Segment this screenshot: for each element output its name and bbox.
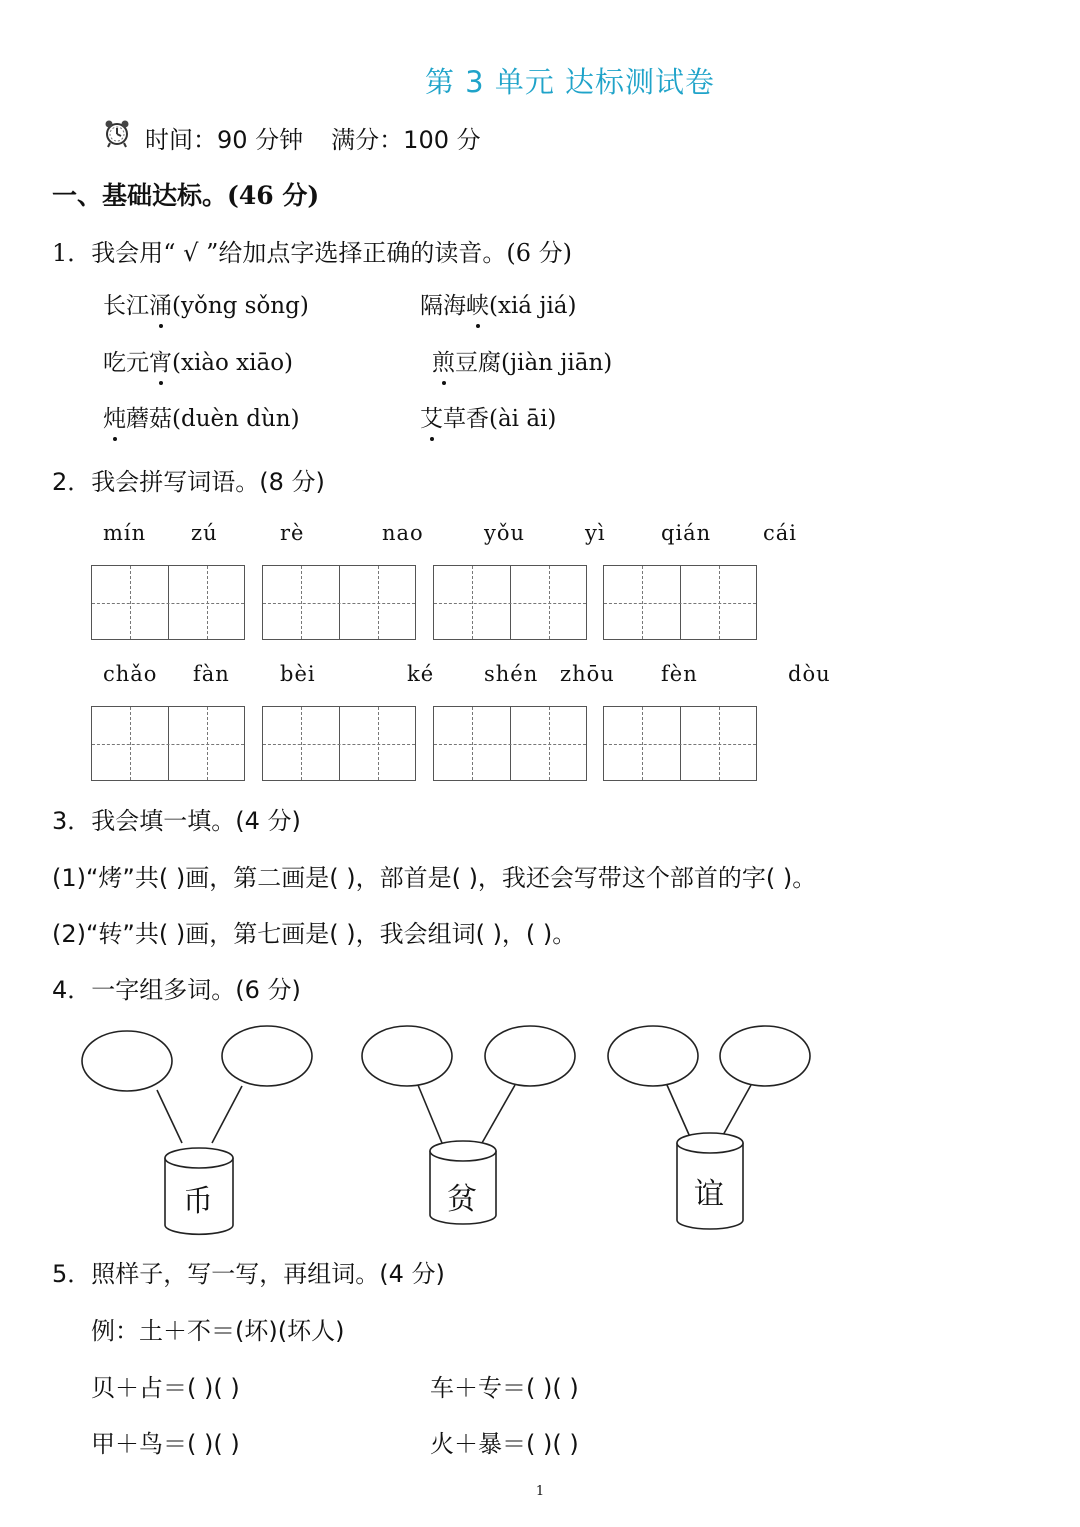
writing-grid[interactable]: [262, 706, 416, 781]
pinyin-label: mín: [103, 521, 147, 545]
word-tree-diagram: [70, 1015, 830, 1245]
q1-item: 长江涌(yǒng sǒng): [103, 293, 309, 319]
q1-item: 炖蘑菇(duèn dùn): [103, 406, 300, 432]
cylinder-top: [677, 1133, 743, 1153]
fill-line: (2)“转”共( )画，第七画是( )，我会组词( )，( )。: [52, 920, 577, 948]
question-4-heading: 4．一字组多词。(6 分): [52, 976, 301, 1004]
pinyin-label: yì: [585, 521, 606, 545]
page-title: 第 3 单元 达标测试卷: [424, 65, 716, 99]
question-1-heading: 1．我会用“ √ ”给加点字选择正确的读音。(6 分): [52, 239, 572, 267]
pinyin-label: rè: [280, 521, 305, 545]
answer-ellipse: [222, 1026, 312, 1086]
writing-grid[interactable]: [603, 706, 757, 781]
question-3-heading: 3．我会填一填。(4 分): [52, 807, 301, 835]
pinyin-label: chǎo: [103, 662, 158, 686]
q1-item: 艾草香(ài āi): [420, 406, 557, 432]
answer-ellipse: [485, 1026, 575, 1086]
pinyin-label: zhōu: [560, 662, 615, 686]
writing-grid[interactable]: [91, 565, 245, 640]
compose-item: 贝＋占＝( )( ): [91, 1374, 240, 1402]
pinyin-label: shén: [484, 662, 539, 686]
answer-ellipse: [608, 1026, 698, 1086]
time-limit: 时间：90 分钟: [145, 126, 304, 154]
q1-item: 煎豆腐(jiàn jiān): [432, 350, 613, 376]
writing-grid[interactable]: [433, 565, 587, 640]
cylinder-top: [165, 1148, 233, 1168]
exam-meta: [145, 120, 481, 155]
writing-grid[interactable]: [433, 706, 587, 781]
fill-line: (1)“烤”共( )画，第二画是( )，部首是( )，我还会写带这个部首的字( )。: [52, 864, 817, 892]
answer-ellipse: [82, 1031, 172, 1091]
page-number: 1: [535, 1484, 545, 1499]
compose-item: 甲＋鸟＝( )( ): [91, 1430, 240, 1458]
pinyin-label: ké: [407, 662, 435, 686]
pinyin-label: fèn: [661, 662, 698, 686]
pinyin-label: yǒu: [484, 521, 526, 545]
pinyin-label: nao: [382, 521, 424, 545]
writing-grid[interactable]: [91, 706, 245, 781]
pinyin-label: zú: [191, 521, 218, 545]
full-score: 满分：100 分: [331, 126, 481, 154]
root-character: 谊: [694, 1177, 724, 1212]
pinyin-label: qián: [661, 521, 712, 545]
cylinder-top: [430, 1141, 496, 1161]
alarm-clock-icon: [102, 118, 132, 148]
q1-item: 吃元宵(xiào xiāo): [103, 350, 294, 376]
question-5-heading: 5．照样子，写一写，再组词。(4 分): [52, 1260, 445, 1288]
pinyin-label: cái: [763, 521, 797, 545]
root-character: 币: [183, 1184, 213, 1219]
q1-item: 隔海峡(xiá jiá): [420, 293, 577, 319]
question-2-heading: 2．我会拼写词语。(8 分): [52, 468, 325, 496]
answer-ellipse: [720, 1026, 810, 1086]
example-line: 例：土＋不＝(坏)(坏人): [91, 1317, 345, 1345]
answer-ellipse: [362, 1026, 452, 1086]
writing-grid[interactable]: [262, 565, 416, 640]
compose-item: 火＋暴＝( )( ): [430, 1430, 579, 1458]
pinyin-label: fàn: [193, 662, 230, 686]
pinyin-label: bèi: [280, 662, 316, 686]
root-character: 贫: [447, 1182, 477, 1217]
section-heading: 一、基础达标。(46 分): [52, 181, 320, 210]
pinyin-label: dòu: [788, 662, 831, 686]
compose-item: 车＋专＝( )( ): [430, 1374, 579, 1402]
writing-grid[interactable]: [603, 565, 757, 640]
